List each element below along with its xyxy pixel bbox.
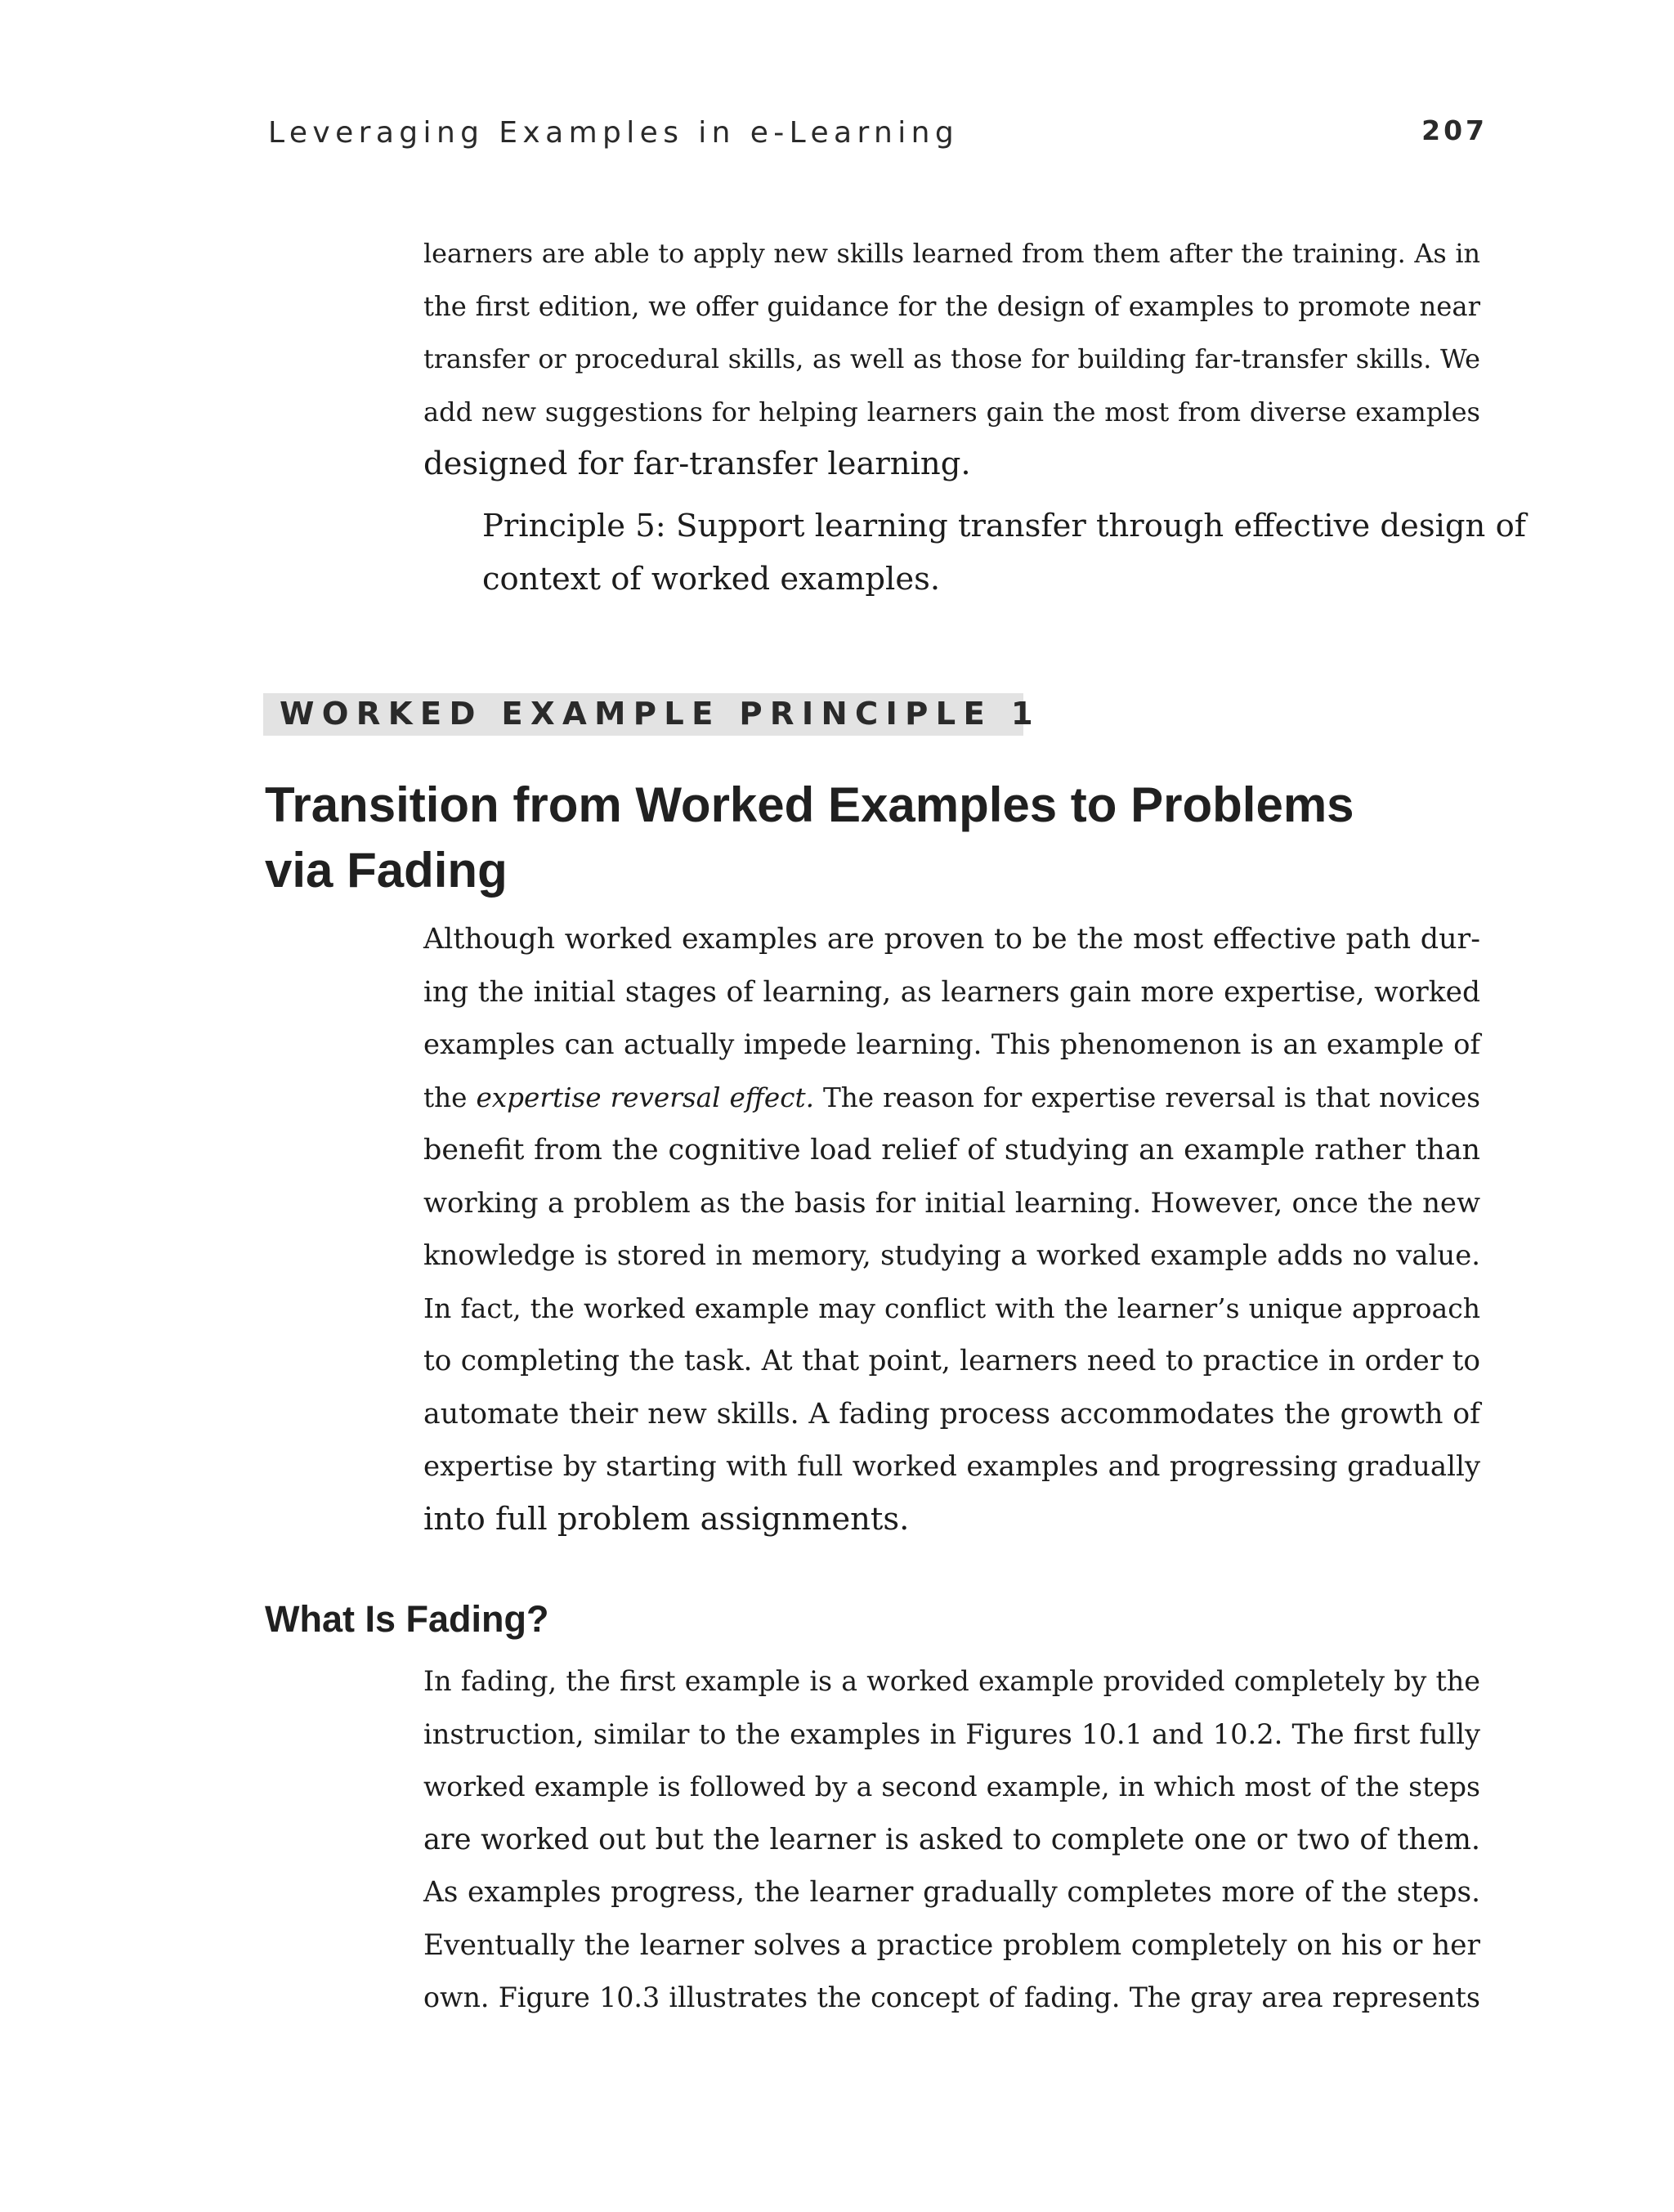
- text-line: knowledge is stored in memory, studying a worked example adds no value.: [423, 1239, 1480, 1271]
- text-line: worked example is followed by a second example, in which most of the steps: [423, 1771, 1480, 1802]
- text-line: to completing the task. At that point, learners need to practice in order to: [423, 1345, 1480, 1377]
- text-line: transfer or procedural skills, as well as those for building far-transfer skills. We: [423, 343, 1480, 374]
- subsection-title: What Is Fading?: [265, 1598, 549, 1640]
- text-line: own. Figure 10.3 illustrates the concept of fading. The gray area represents: [423, 1981, 1480, 2013]
- text-line: learners are able to apply new skills learned from them after the training. As in: [423, 238, 1480, 269]
- principle-line: Principle 5: Support learning transfer through effective design of: [482, 508, 1527, 544]
- page-number: 207: [1421, 114, 1488, 146]
- text-line: add new suggestions for helping learners gain the most from diverse examples: [423, 396, 1480, 428]
- text-line: are worked out but the learner is asked to complete one or two of them.: [423, 1822, 1480, 1856]
- text-line: Although worked examples are proven to be the most effective path dur-: [423, 923, 1480, 956]
- text-line: In fact, the worked example may conflict with the learner’s unique approach: [423, 1292, 1480, 1324]
- text-line: into full problem assignments.: [423, 1500, 910, 1538]
- text-line-emphasis: [423, 1072, 1480, 1125]
- text-line: ing the initial stages of learning, as learners gain more expertise, worked: [423, 975, 1480, 1009]
- text-line: designed for far-transfer learning.: [423, 446, 971, 482]
- principle-line: context of worked examples.: [482, 560, 941, 598]
- text-line: As examples progress, the learner gradually completes more of the steps.: [423, 1876, 1480, 1909]
- text-fragment: The reason for expertise reversal is that novices: [814, 1081, 1481, 1113]
- principle-statement: [482, 500, 1526, 606]
- emphasized-term: expertise reversal effect.: [476, 1081, 815, 1113]
- text-line: Eventually the learner solves a practice problem completely on his or her: [423, 1928, 1480, 1962]
- text-line: instruction, similar to the examples in Figures 10.1 and 10.2. The first fully: [423, 1717, 1480, 1750]
- section-title-line: Transition from Worked Examples to Problems: [265, 777, 1354, 832]
- text-line: the first edition, we offer guidance for the design of examples to promote near: [423, 290, 1480, 322]
- text-fragment: the: [423, 1081, 477, 1113]
- section-paragraph: [423, 913, 1480, 1546]
- text-line: working a problem as the basis for initial learning. However, once the new: [423, 1186, 1480, 1219]
- section-title-line: via Fading: [265, 843, 508, 898]
- section-title: [265, 772, 1354, 903]
- text-line: examples can actually impede learning. This phenomenon is an example of: [423, 1028, 1480, 1060]
- text-line: expertise by starting with full worked examples and progressing gradually: [423, 1450, 1480, 1483]
- text-line: In fading, the first example is a worked example provided completely by the: [423, 1665, 1480, 1697]
- text-line: benefit from the cognitive load relief of studying an example rather than: [423, 1134, 1480, 1166]
- running-head: Leveraging Examples in e-Learning: [268, 116, 960, 150]
- text-line: automate their new skills. A fading process accommodates the growth of: [423, 1397, 1480, 1431]
- intro-paragraph: [423, 227, 1480, 491]
- section-label: WORKED EXAMPLE PRINCIPLE 1: [263, 693, 1023, 736]
- subsection-paragraph: [423, 1655, 1480, 2025]
